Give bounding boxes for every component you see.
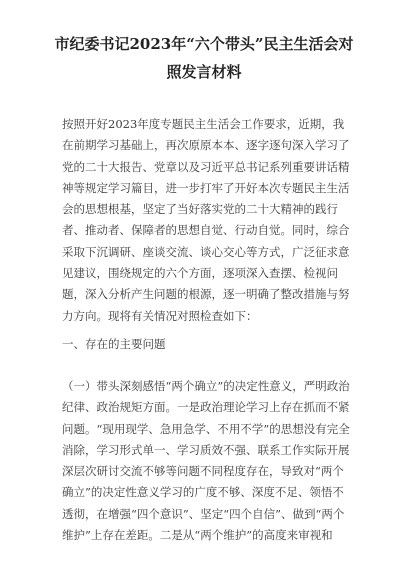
intro-paragraph: 按照开好2023年度专题民主生活会工作要求，近期，我在前期学习基础上，再次原原本本、逐字逐句深入学习了党的二十大报告、党章以及习近平总书记系列重要讲话精神等规定学习篇目，进一步打牢了开好本次专题民主生活会的思想根基，坚定了当好落实党的二十大精神的践行者、推动者、保障者的思想自觉、行动自觉。同时，综合采取下沉调研、座谈交流、谈心交心等方式，广泛征求意见建议，围绕规定的六个方面，逐项深入查摆、检视问题，深入分析产生问题的根源，逐一明确了整改措施与努力方向。现将有关情况对照检查如下：: [62, 117, 350, 323]
document-title: 市纪委书记2023年“六个带头”民主生活会对照发言材料: [54, 35, 354, 81]
section-heading: 一、存在的主要问题: [62, 337, 166, 351]
section-paragraph: （一）带头深刻感悟“两个确立”的决定性意义，严明政治纪律、政治规矩方面。一是政治理论学习上存在抓而不紧问题。“现用现学、急用急学、不用不学”的思想没有完全消除，学习形式单一、学习质效不强、联系工作实际开展深层次研讨交流不够等问题不同程度存在，导致对“两个确立”的决定性意义学习的广度不够、深度不足、领悟不透彻，在增强“四个意识”、坚定“四个自信”、做到“两个维护”上存在差距。二是从“两个维护”的高度来审视和: [62, 379, 350, 543]
